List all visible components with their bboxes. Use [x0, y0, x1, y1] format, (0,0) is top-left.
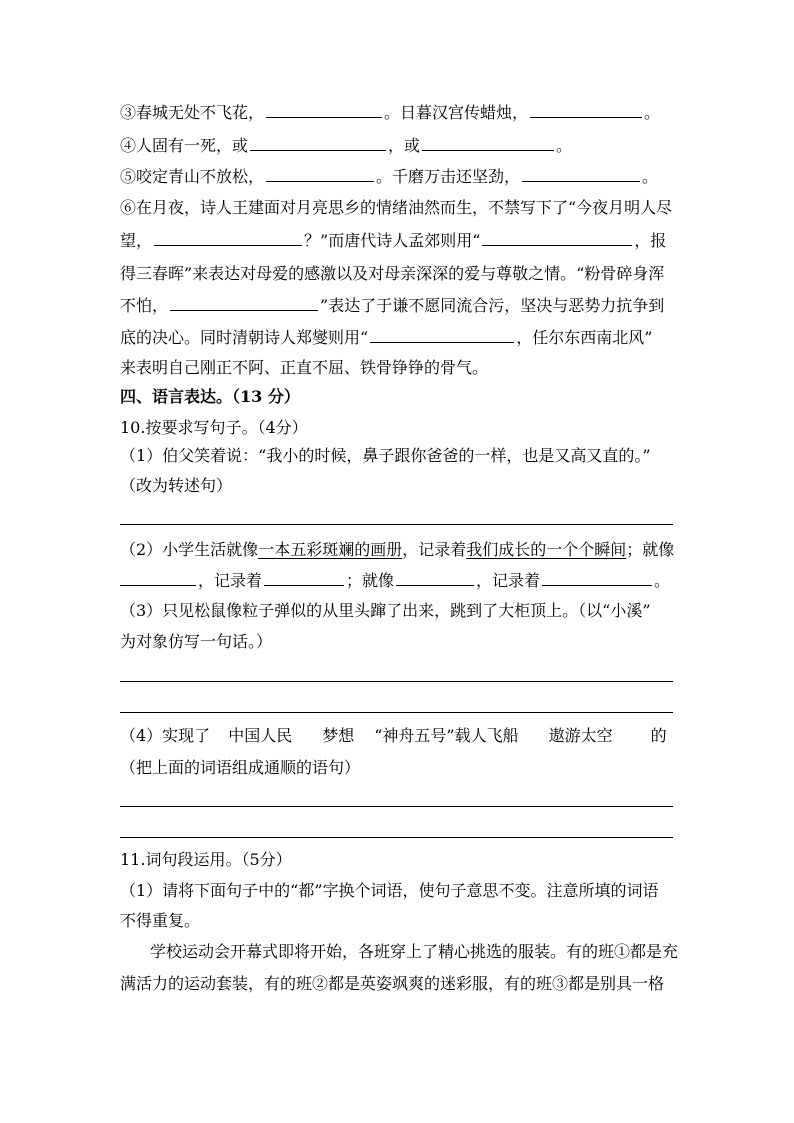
poem-text: 。千磨万击还坚劲，	[376, 167, 521, 186]
poem-line-6b	[120, 231, 666, 251]
poem-line-6a: ⑥在月夜，诗人王建面对月亮思乡的情绪油然而生，不禁写下了“今夜月明人尽	[120, 198, 673, 217]
answer-line[interactable]	[120, 524, 673, 525]
word-chip: 梦想	[322, 726, 355, 745]
poem-text: ，任尔东西南北风”	[516, 328, 653, 347]
q10-item-3-text: （3）只见松鼠像粒子弹似的从里头蹿了出来，跳到了大柜顶上。（以“小溪”	[120, 601, 651, 620]
word-chip: （4）实现了	[120, 726, 211, 745]
word-chip: “神舟五号”载人飞船	[374, 726, 519, 745]
answer-blank[interactable]	[266, 103, 382, 118]
answer-blank[interactable]	[482, 231, 632, 246]
underlined-phrase: 一本五彩斑斓的画册	[258, 540, 403, 559]
answer-blank[interactable]	[250, 136, 386, 151]
poem-text: ，报	[634, 231, 667, 250]
poem-text: ⑤咬定青山不放松，	[120, 167, 265, 186]
q10-item-4-instruction: （把上面的词语组成通顺的语句）	[120, 758, 361, 777]
answer-line[interactable]	[120, 681, 673, 682]
answer-line[interactable]	[120, 806, 673, 807]
question-11-title: 11.词句段运用。（5分）	[120, 850, 292, 869]
poem-line-6e	[120, 328, 652, 348]
answer-blank[interactable]	[522, 167, 640, 182]
poem-text: 望，	[120, 231, 153, 250]
answer-blank[interactable]	[396, 571, 474, 586]
word-chip: 的	[650, 726, 667, 745]
poem-line-3	[120, 103, 660, 123]
poem-text: 。	[642, 167, 659, 186]
answer-blank[interactable]	[170, 296, 318, 311]
answer-blank[interactable]	[154, 231, 302, 246]
answer-line[interactable]	[120, 837, 673, 838]
poem-text: ，或	[388, 136, 421, 155]
q10-item-1-text: （1）伯父笑着说：“我小的时候，鼻子跟你爸爸的一样，也是又高又直的。”	[120, 446, 651, 465]
answer-blank[interactable]	[422, 136, 554, 151]
poem-text: ④人固有一死，或	[120, 136, 249, 155]
q10-item-2-blanks	[120, 571, 670, 591]
q11-item-1-text: （1）请将下面句子中的“都”字换个词语，使句子意思不变。注意所填的词语	[120, 881, 659, 900]
q10-item-3-instruction: 为对象仿写一句话。）	[120, 632, 273, 651]
poem-line-5	[120, 167, 658, 187]
poem-line-6f: 来表明自己刚正不阿、正直不屈、铁骨铮铮的骨气。	[120, 358, 489, 377]
poem-line-6d	[120, 296, 664, 316]
poem-text: 。	[644, 103, 661, 122]
word-chip: 中国人民	[228, 726, 293, 745]
q10-text: 。	[654, 571, 671, 590]
poem-text: ？”而唐代诗人孟郊则用“	[304, 231, 481, 250]
q10-item-4-words	[120, 726, 667, 746]
q10-text: ，记录着	[198, 571, 263, 590]
poem-text: 底的决心。同时清朝诗人郑燮则用“	[120, 328, 369, 347]
q10-item-2-text	[120, 540, 674, 560]
q11-item-1-text-cont: 不得重复。	[120, 911, 201, 930]
word-chip: 遨游太空	[548, 726, 613, 745]
answer-blank[interactable]	[120, 571, 196, 586]
poem-line-4	[120, 136, 572, 156]
underlined-phrase: 我们成长的一个个瞬间	[466, 540, 627, 559]
answer-blank[interactable]	[370, 328, 514, 343]
answer-blank[interactable]	[542, 571, 652, 586]
q11-passage-line-1: 学校运动会开幕式即将开始，各班穿上了精心挑选的服装。有的班①都是充	[150, 942, 679, 961]
q10-text: （2）小学生活就像	[120, 540, 259, 559]
q10-text: ，记录着	[402, 540, 467, 559]
poem-text: ”表达了于谦不愿同流合污，坚决与恶势力抗争到	[320, 296, 665, 315]
q10-text: ，记录着	[476, 571, 541, 590]
poem-text: 。	[556, 136, 573, 155]
q10-text: ；就像	[346, 571, 395, 590]
q11-passage-line-2: 满活力的运动套装，有的班②都是英姿飒爽的迷彩服，有的班③都是别具一格	[120, 974, 665, 993]
answer-line[interactable]	[120, 712, 673, 713]
section-heading: 四、语言表达。（13 分）	[120, 387, 300, 406]
q10-text: ；就像	[626, 540, 675, 559]
answer-blank[interactable]	[264, 571, 344, 586]
poem-text: 。日暮汉宫传蜡烛，	[384, 103, 529, 122]
q10-item-1-instruction: （改为转述句）	[120, 476, 233, 495]
question-10-title: 10.按要求写句子。（4分）	[120, 418, 308, 437]
poem-text: 不怕，	[120, 296, 169, 315]
answer-blank[interactable]	[530, 103, 642, 118]
poem-line-6c: 得三春晖”来表达对母爱的感激以及对母亲深深的爱与尊敬之情。“粉骨碎身浑	[120, 264, 665, 283]
poem-text: ③春城无处不飞花，	[120, 103, 265, 122]
answer-blank[interactable]	[266, 167, 374, 182]
